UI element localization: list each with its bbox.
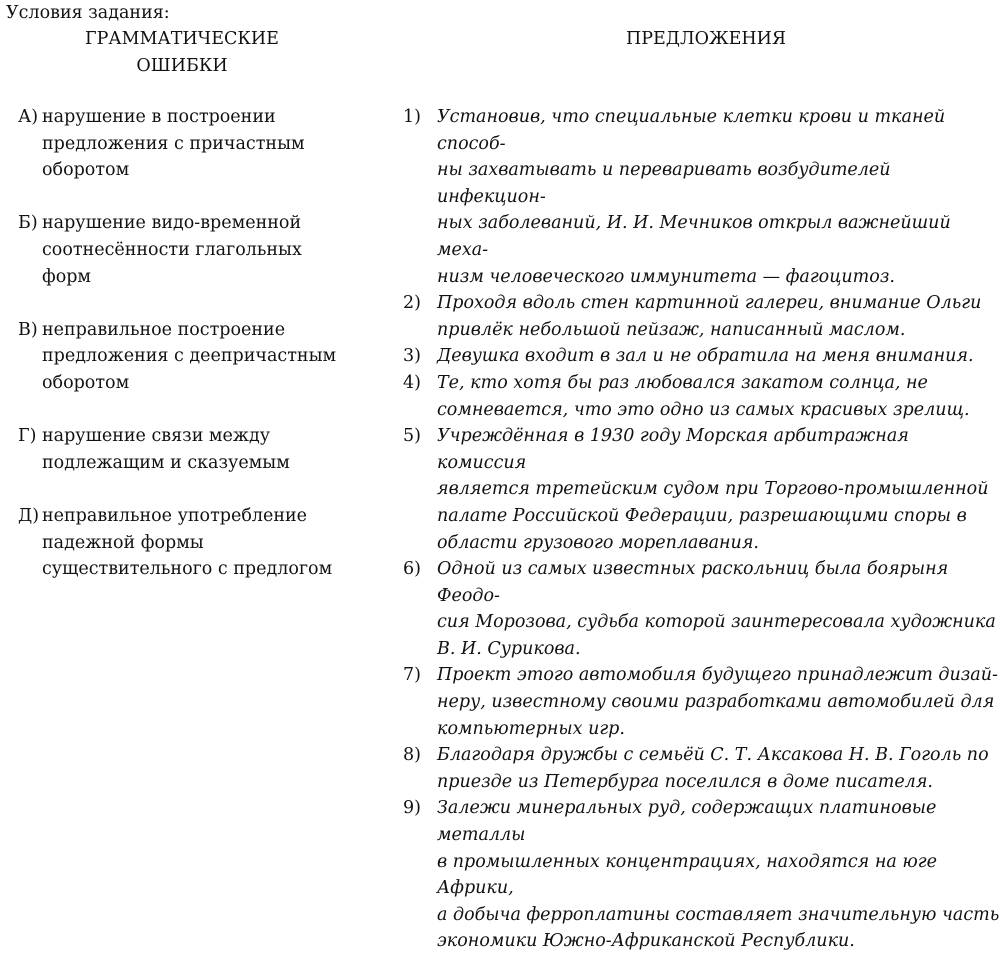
sentence-line: В. И. Сурикова. [437, 638, 581, 659]
sentence-text [437, 795, 1003, 955]
error-item-a [18, 104, 398, 184]
error-line: существительного с предлогом [42, 559, 333, 580]
error-line: нарушение связи между [42, 426, 271, 447]
sentence-number: 8) [403, 745, 421, 766]
error-letter: Б) [18, 213, 38, 234]
error-text [42, 423, 398, 476]
sentence-line: Учреждённая в 1930 году Морская арбитражная комиссия [437, 426, 909, 473]
sentence-line: области грузового мореплавания. [437, 532, 759, 553]
sentence-number: 1) [403, 107, 421, 127]
sentence-item-4 [403, 370, 1003, 423]
sentence-item-1 [403, 104, 1003, 290]
sentence-line: палате Российской Федерации, разрешающими споры в [437, 505, 967, 526]
sentence-item-3 [403, 343, 1003, 370]
sentence-number: 9) [403, 798, 421, 819]
sentence-number: 3) [403, 346, 421, 367]
error-line: нарушение видо-временной [42, 213, 302, 234]
sentence-text [437, 370, 1003, 423]
sentence-text [437, 290, 1003, 343]
sentences-list [403, 104, 1003, 955]
error-line: соотнесённости глагольных [42, 239, 302, 260]
sentence-item-5 [403, 423, 1003, 556]
error-line: оборотом [42, 160, 130, 181]
sentence-text [437, 343, 1003, 370]
sentence-line: компьютерных игр. [437, 718, 625, 739]
sentence-line: сия Морозова, судьба которой заинтересовала художника [437, 612, 996, 633]
error-letter: А) [18, 107, 39, 127]
error-line: оборотом [42, 372, 130, 393]
sentence-line: Установив, что специальные клетки крови и тканей способ- [437, 107, 946, 154]
task-title: Условия задания: [6, 3, 170, 23]
error-item-v [18, 317, 398, 397]
sentence-line: сомневается, что это одно из самых красивых зрелищ. [437, 399, 970, 420]
error-text [42, 210, 398, 290]
sentence-line: Проходя вдоль стен картинной галереи, внимание Ольги [437, 293, 982, 314]
error-line: подлежащим и сказуемым [42, 452, 290, 473]
sentence-item-9 [403, 795, 1003, 955]
sentence-item-2 [403, 290, 1003, 343]
error-line: предложения с причастным [42, 133, 305, 154]
sentence-number: 4) [403, 372, 421, 393]
error-item-b [18, 210, 398, 290]
sentence-number: 6) [403, 559, 421, 580]
error-line: неправильное построение [42, 319, 286, 340]
error-line: форм [42, 266, 92, 287]
error-text [42, 317, 398, 397]
sentence-number: 7) [403, 665, 421, 686]
sentence-number: 5) [403, 426, 421, 447]
sentence-line: Одной из самых известных раскольниц была боярыня Феодо- [437, 559, 949, 606]
sentence-line: приезде из Петербурга поселился в доме писателя. [437, 771, 933, 792]
sentence-line: Благодаря дружбы с семьёй С. Т. Аксакова Н. В. Гоголь по [437, 745, 989, 766]
sentence-text [437, 104, 1003, 290]
sentence-line: Проект этого автомобиля будущего принадлежит дизай- [437, 665, 998, 686]
sentences-column-header: ПРЕДЛОЖЕНИЯ [625, 29, 787, 49]
sentence-line: Те, кто хотя бы раз любовался закатом солнца, не [437, 372, 928, 393]
error-item-d [18, 503, 398, 583]
sentence-line: низм человеческого иммунитета — фагоцитоз. [437, 266, 895, 287]
error-letter: Д) [18, 505, 40, 526]
error-item-g [18, 423, 398, 476]
errors-header-line2: ОШИБКИ [136, 55, 228, 76]
sentence-number: 2) [403, 293, 421, 314]
sentence-line: экономики Южно-Африканской Республики. [437, 931, 855, 952]
sentence-line: а добыча ферроплатины составляет значительную часть [437, 904, 1000, 925]
sentence-line: Девушка входит в зал и не обратила на меня внимания. [437, 346, 974, 367]
error-text [42, 503, 398, 583]
errors-column-header [60, 26, 304, 79]
error-letter: В) [18, 319, 38, 340]
sentence-text [437, 423, 1003, 556]
sentence-line: является третейским судом при Торгово-промышленной [437, 479, 989, 500]
sentence-item-6 [403, 556, 1003, 662]
error-line: неправильное употребление [42, 505, 308, 526]
sentence-text [437, 662, 1003, 742]
error-line: падежной формы [42, 532, 204, 553]
sentence-line: ны захватывать и переваривать возбудителей инфекцион- [437, 160, 891, 207]
sentence-line: Залежи минеральных руд, содержащих платиновые металлы [437, 798, 937, 846]
sentence-line: неру, известному своими разработками автомобилей для [437, 692, 995, 713]
errors-header-line1: ГРАММАТИЧЕСКИЕ [85, 29, 279, 49]
sentence-text [437, 556, 1003, 662]
error-line: предложения с деепричастным [42, 346, 337, 367]
errors-list [18, 104, 398, 609]
sentence-line: ных заболеваний, И. И. Мечников открыл важнейший меха- [437, 213, 951, 260]
sentence-line: привлёк небольшой пейзаж, написанный маслом. [437, 319, 906, 340]
sentence-item-7 [403, 662, 1003, 742]
error-text [42, 104, 398, 184]
error-letter: Г) [18, 426, 37, 447]
error-line: нарушение в построении [42, 107, 276, 127]
sentence-line: в промышленных концентрациях, находятся на юге Африки, [437, 851, 937, 899]
